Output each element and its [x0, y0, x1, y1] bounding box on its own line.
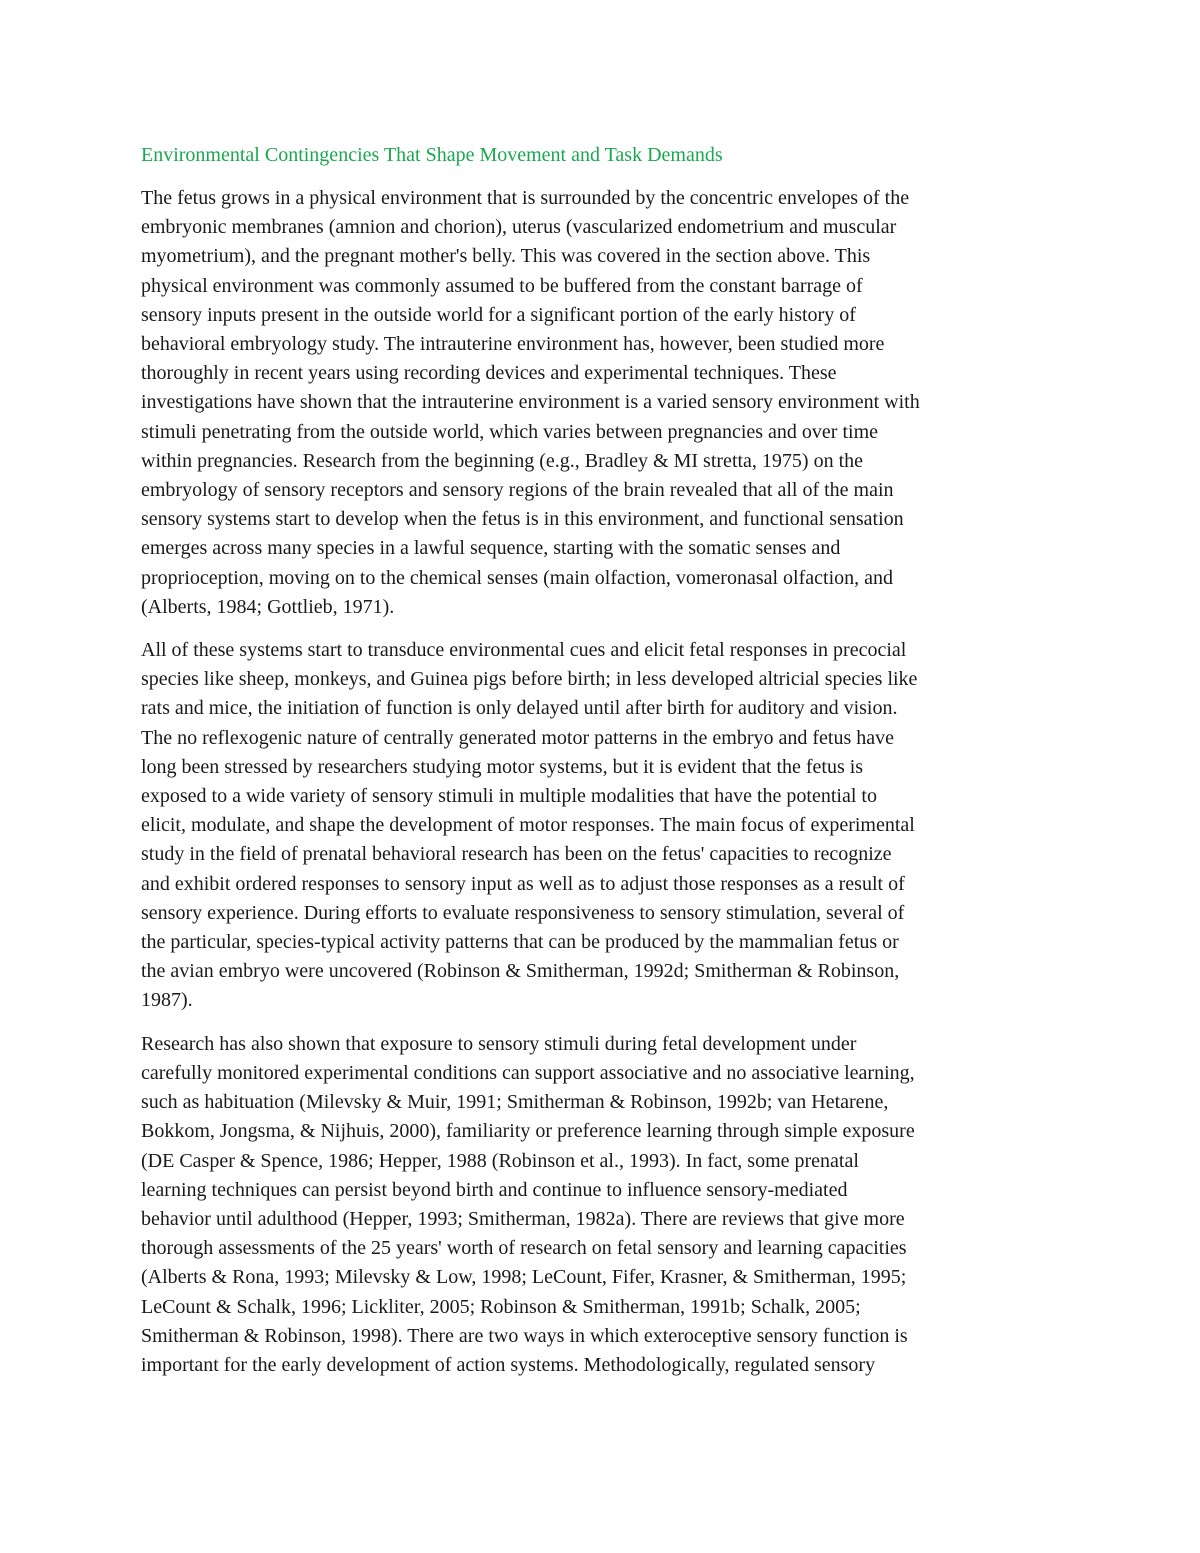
text-line: thoroughly in recent years using recording devices and experimental techniques. These: [141, 362, 837, 385]
paragraph-2: [141, 636, 1061, 1016]
text-line: sensory systems start to develop when the fetus is in this environment, and functional sensation: [141, 508, 904, 531]
text-line: within pregnancies. Research from the beginning (e.g., Bradley & MI stretta, 1975) on the: [141, 449, 864, 472]
text-line: sensory inputs present in the outside world for a significant portion of the early history of: [141, 303, 856, 326]
text-line: 1987).: [141, 989, 193, 1012]
text-line: important for the early development of action systems. Methodologically, regulated sensory: [141, 1353, 876, 1376]
text-line: investigations have shown that the intrauterine environment is a varied sensory environment with: [141, 391, 920, 414]
text-line: embryonic membranes (amnion and chorion), uterus (vascularized endometrium and muscular: [141, 216, 897, 239]
text-line: species like sheep, monkeys, and Guinea pigs before birth; in less developed altricial species like: [141, 668, 918, 691]
text-line: stimuli penetrating from the outside world, which varies between pregnancies and over time: [141, 420, 879, 443]
text-line: exposed to a wide variety of sensory stimuli in multiple modalities that have the potential to: [141, 785, 877, 808]
text-line: embryology of sensory receptors and sensory regions of the brain revealed that all of the main: [141, 479, 894, 502]
text-line: such as habituation (Milevsky & Muir, 1991; Smitherman & Robinson, 1992b; van Hetarene,: [141, 1091, 889, 1114]
text-line: and exhibit ordered responses to sensory input as well as to adjust those responses as a result of: [141, 872, 905, 895]
text-line: The fetus grows in a physical environment that is surrounded by the concentric envelopes of the: [141, 187, 910, 209]
text-line: thorough assessments of the 25 years' worth of research on fetal sensory and learning capacities: [141, 1237, 907, 1260]
text-line: the avian embryo were uncovered (Robinson & Smitherman, 1992d; Smitherman & Robinson,: [141, 960, 900, 983]
paragraph-1: [141, 184, 1061, 622]
document-page: [141, 141, 1061, 1394]
text-line: The no reflexogenic nature of centrally generated motor patterns in the embryo and fetus have: [141, 726, 895, 749]
text-line: (Alberts, 1984; Gottlieb, 1971).: [141, 595, 395, 618]
text-line: (Alberts & Rona, 1993; Milevsky & Low, 1998; LeCount, Fifer, Krasner, & Smitherman, 1995;: [141, 1266, 907, 1289]
document-body: [141, 184, 1061, 1380]
text-line: behavioral embryology study. The intrauterine environment has, however, been studied more: [141, 333, 885, 356]
text-line: proprioception, moving on to the chemical senses (main olfaction, vomeronasal olfaction, and: [141, 566, 894, 589]
text-line: study in the field of prenatal behavioral research has been on the fetus' capacities to recognize: [141, 843, 892, 866]
text-line: elicit, modulate, and shape the development of motor responses. The main focus of experimental: [141, 814, 915, 837]
text-line: physical environment was commonly assumed to be buffered from the constant barrage of: [141, 274, 863, 297]
text-line: behavior until adulthood (Hepper, 1993; Smitherman, 1982a). There are reviews that give more: [141, 1207, 905, 1230]
text-line: All of these systems start to transduce environmental cues and elicit fetal responses in precocial: [141, 639, 907, 662]
text-line: Bokkom, Jongsma, & Nijhuis, 2000), familiarity or preference learning through simple exposure: [141, 1120, 915, 1143]
text-line: LeCount & Schalk, 1996; Lickliter, 2005; Robinson & Smitherman, 1991b; Schalk, 2005;: [141, 1295, 861, 1318]
text-line: long been stressed by researchers studying motor systems, but it is evident that the fetus is: [141, 755, 864, 778]
text-line: sensory experience. During efforts to evaluate responsiveness to sensory stimulation, several of: [141, 901, 905, 924]
section-heading: Environmental Contingencies That Shape Movement and Task Demands: [141, 144, 723, 166]
text-line: the particular, species-typical activity patterns that can be produced by the mammalian fetus or: [141, 931, 899, 954]
text-line: myometrium), and the pregnant mother's belly. This was covered in the section above. This: [141, 245, 871, 268]
text-line: Research has also shown that exposure to sensory stimuli during fetal development under: [141, 1032, 857, 1055]
text-line: carefully monitored experimental conditions can support associative and no associative learning,: [141, 1061, 915, 1084]
text-line: (DE Casper & Spence, 1986; Hepper, 1988 (Robinson et al., 1993). In fact, some prenatal: [141, 1149, 859, 1172]
text-line: learning techniques can persist beyond birth and continue to influence sensory-mediated: [141, 1178, 848, 1201]
text-line: rats and mice, the initiation of function is only delayed until after birth for auditory and vision.: [141, 697, 898, 720]
paragraph-3: [141, 1030, 1061, 1380]
text-line: emerges across many species in a lawful sequence, starting with the somatic senses and: [141, 537, 841, 560]
text-line: Smitherman & Robinson, 1998). There are two ways in which exteroceptive sensory function is: [141, 1324, 908, 1347]
